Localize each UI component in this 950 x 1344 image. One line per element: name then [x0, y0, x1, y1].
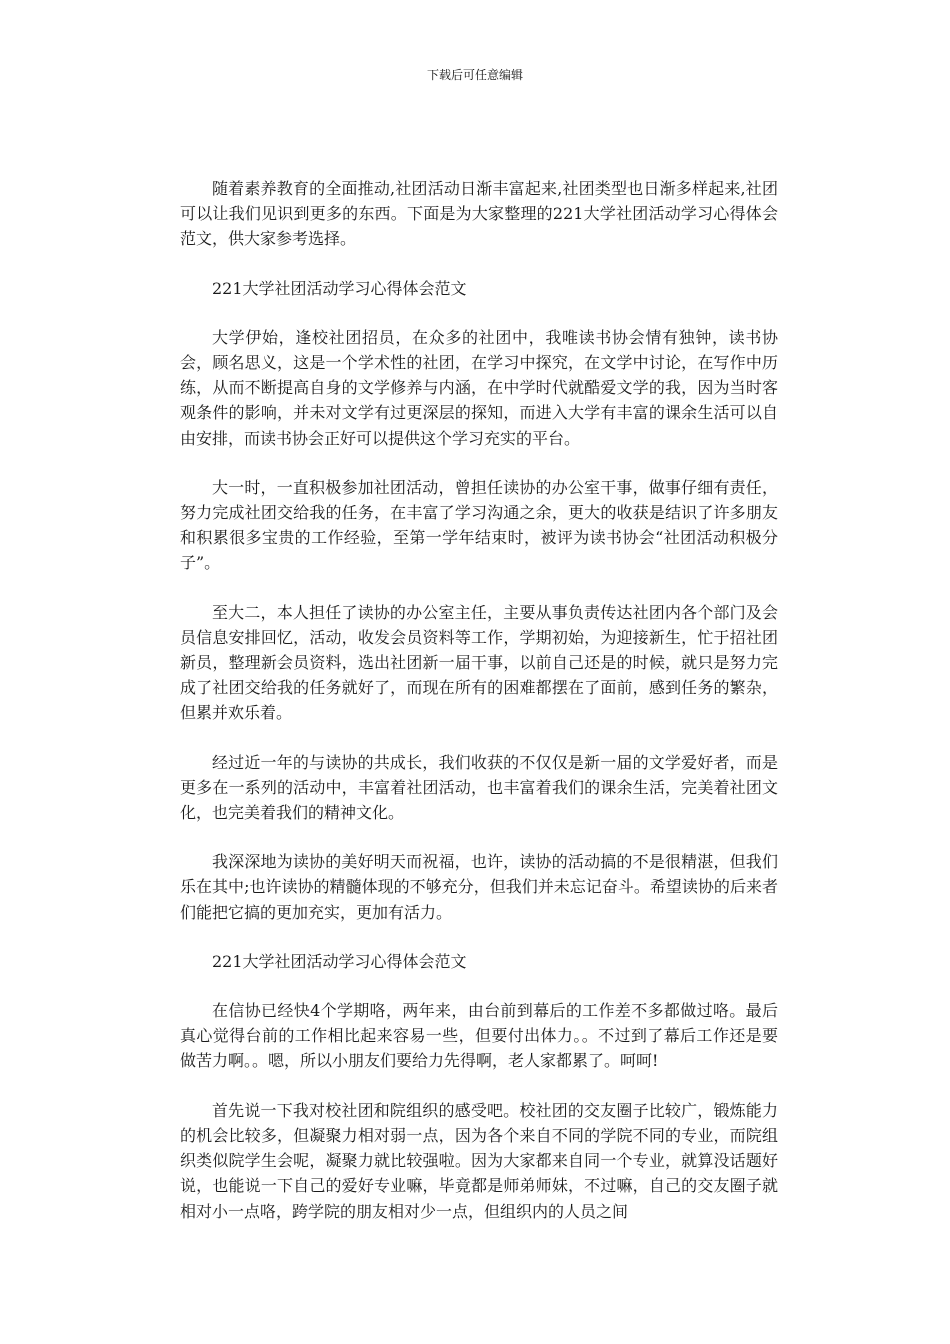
body-paragraph: 在信协已经快4个学期咯，两年来，由台前到幕后的工作差不多都做过咯。最后真心觉得台前的工作相比起来容易一些，但要付出体力。。不过到了幕后工作还是要做苦力啊。。嗯，所以小朋友们要给力先得啊，老人家都累了。呵呵! [180, 1001, 778, 1071]
section-title: 221大学社团活动学习心得体会范文 [212, 278, 467, 298]
body-paragraph: 大一时，一直积极参加社团活动，曾担任读协的办公室干事，做事仔细有责任，努力完成社团交给我的任务，在丰富了学习沟通之余，更大的收获是结识了许多朋友和积累很多宝贵的工作经验，至第一学年结束时，被评为读书协会“社团活动积极分子”。 [180, 477, 778, 573]
body-paragraph: 大学伊始，逢校社团招员，在众多的社团中，我唯读书协会情有独钟，读书协会，顾名思义，这是一个学术性的社团，在学习中探究，在文学中讨论，在写作中历练，从而不断提高自身的文学修养与内涵，在中学时代就酷爱文学的我，因为当时客观条件的影响，并未对文学有过更深层的探知，而进入大学有丰富的课余生活可以自由安排，而读书协会正好可以提供这个学习充实的平台。 [180, 327, 778, 448]
section-title: 221大学社团活动学习心得体会范文 [212, 951, 467, 971]
intro-paragraph: 随着素养教育的全面推动,社团活动日渐丰富起来,社团类型也日渐多样起来,社团可以让我们见识到更多的东西。下面是为大家整理的221大学社团活动学习心得体会范文，供大家参考选择。 [180, 179, 778, 249]
page-header: 下载后可任意编辑 [426, 68, 523, 82]
body-paragraph: 我深深地为读协的美好明天而祝福，也许，读协的活动搞的不是很精湛，但我们乐在其中;也许读协的精髓体现的不够充分，但我们并未忘记奋斗。希望读协的后来者们能把它搞的更加充实，更加有活力。 [180, 852, 778, 922]
body-paragraph: 至大二，本人担任了读协的办公室主任，主要从事负责传达社团内各个部门及会员信息安排回忆，活动，收发会员资料等工作，学期初始，为迎接新生，忙于招社团新员，整理新会员资料，选出社团新一届干事，以前自己还是的时候，就只是努力完成了社团交给我的任务就好了，而现在所有的困难都摆在了面前，感到任务的繁杂，但累并欢乐着。 [180, 602, 778, 723]
body-paragraph: 经过近一年的与读协的共成长，我们收获的不仅仅是新一届的文学爱好者，而是更多在一系列的活动中，丰富着社团活动，也丰富着我们的课余生活，完美着社团文化，也完美着我们的精神文化。 [180, 752, 778, 823]
document-body [180, 176, 778, 1248]
body-paragraph: 首先说一下我对校社团和院组织的感受吧。校社团的交友圈子比较广，锻炼能力的机会比较多，但凝聚力相对弱一点，因为各个来自不同的学院不同的专业，而院组织类似院学生会呢，凝聚力就比较强啦。因为大家都来自同一个专业，就算没话题好说，也能说一下自己的爱好专业嘛，毕竟都是师弟师妹，不过嘛，自己的交友圈子就相对小一点咯，跨学院的朋友相对少一点，但组织内的人员之间 [180, 1100, 778, 1221]
